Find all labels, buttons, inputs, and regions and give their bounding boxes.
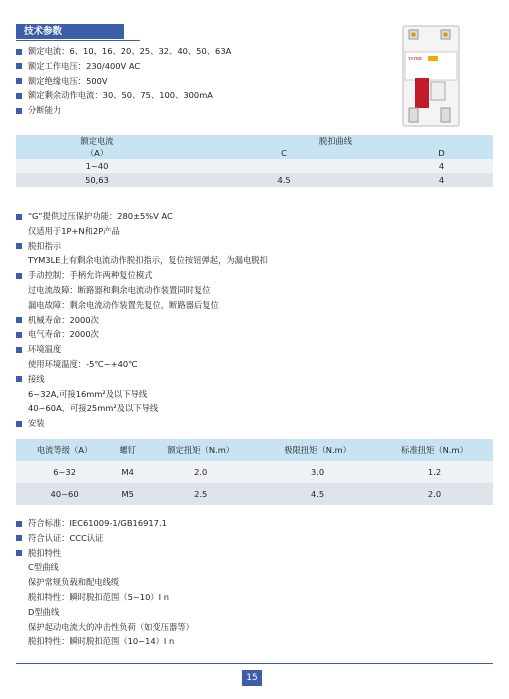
torque-header: 极限扭矩（N.m） — [259, 439, 376, 461]
spec-item: 分断能力 — [16, 103, 231, 118]
table-row: 40~60 M5 2.5 4.5 2.0 — [16, 483, 493, 505]
current-header: 额定电流 （A） — [80, 136, 114, 158]
feature-item: 手动控制：手柄允许两种复位模式 — [16, 268, 268, 283]
curve-header: 脱扣曲线 — [318, 136, 353, 146]
spec-item: 额定工作电压：230/400V AC — [16, 59, 231, 74]
bullet-square-icon — [16, 317, 22, 323]
table-row: 6~32 M4 2.0 3.0 1.2 — [16, 461, 493, 483]
feature-item: 接线 — [16, 372, 268, 387]
section-title-underline — [16, 40, 140, 41]
breaker-device-image — [401, 22, 461, 130]
torque-header: 标准扭矩（N.m） — [376, 439, 493, 461]
breaking-capacity-table — [16, 135, 493, 187]
bullet-square-icon — [16, 63, 22, 69]
feature-item: 安装 — [16, 416, 268, 431]
device-brand: TAYEE — [408, 56, 423, 61]
bullet-square-icon — [16, 521, 22, 527]
curve-d-header: D — [438, 148, 445, 158]
features-list: “G”提供过压保护功能：280±5%V AC 仅适用于1P+N和2P产品 脱扣指示 TYM3LE上有剩余电流动作脱扣指示，复位按钮弹起，为漏电脱扣 手动控制：手柄允许两种复位模式 过电流故障：断路器和剩余电流动作装置同时复位 漏电故障：剩余电流动作装置先复位，断路器后复位 机械寿命：2000次 电气寿命：2000次 环境温度 使用环境温度：-5℃~+40℃ 接线 6~32A,可接16mm²及以下导线 40~60A，可接25mm²及以下导线 安装 — [16, 209, 268, 431]
torque-header: 螺钉 — [113, 439, 142, 461]
bullet-square-icon — [16, 214, 22, 220]
spec-item: 额定剩余动作电流：30、50、75、100、300mA — [16, 88, 231, 103]
bullet-square-icon — [16, 273, 22, 279]
standard-item: 符合认证：CCC认证 — [16, 531, 194, 546]
section-title-label: 技术参数 — [16, 24, 124, 39]
bullet-square-icon — [16, 550, 22, 556]
bullet-square-icon — [16, 93, 22, 99]
feature-item: 机械寿命：2000次 — [16, 313, 268, 328]
section-title — [16, 24, 124, 39]
spec-item: 额定电流：6、10、16、20、25、32、40、50、63A — [16, 44, 231, 59]
table-row: 50,63 4.5 4 — [16, 173, 493, 187]
bullet-square-icon — [16, 421, 22, 427]
torque-header: 电流等级（A） — [16, 439, 113, 461]
bullet-square-icon — [16, 243, 22, 249]
bullet-square-icon — [16, 49, 22, 55]
standards-list: 符合标准：IEC61009-1/GB16917.1 符合认证：CCC认证 脱扣特性 C型曲线 保护常规负载和配电线缆 脱扣特性：瞬时脱扣范围（5~10）I n D型曲线 保护起动电流大的冲击性负荷（如变压器等） 脱扣特性：瞬时脱扣范围（10~14）I n — [16, 516, 194, 649]
curve-c-header: C — [281, 148, 287, 158]
bullet-square-icon — [16, 78, 22, 84]
table-row: 1~40 4 — [16, 159, 493, 173]
bullet-square-icon — [16, 108, 22, 114]
feature-item: “G”提供过压保护功能：280±5%V AC — [16, 209, 268, 224]
spec-list — [16, 44, 231, 118]
bullet-square-icon — [16, 347, 22, 353]
feature-item: 环境温度 — [16, 342, 268, 357]
bullet-square-icon — [16, 332, 22, 338]
bullet-square-icon — [16, 376, 22, 382]
feature-item: 脱扣指示 — [16, 239, 268, 254]
spec-item: 额定绝缘电压：500V — [16, 74, 231, 89]
torque-table — [16, 439, 493, 505]
footer-rule — [16, 663, 493, 664]
standard-item: 符合标准：IEC61009-1/GB16917.1 — [16, 516, 194, 531]
page-number: 15 — [242, 670, 262, 686]
bullet-square-icon — [16, 535, 22, 541]
standard-item: 脱扣特性 — [16, 546, 194, 561]
torque-header: 额定扭矩（N.m） — [142, 439, 259, 461]
feature-item: 电气寿命：2000次 — [16, 327, 268, 342]
